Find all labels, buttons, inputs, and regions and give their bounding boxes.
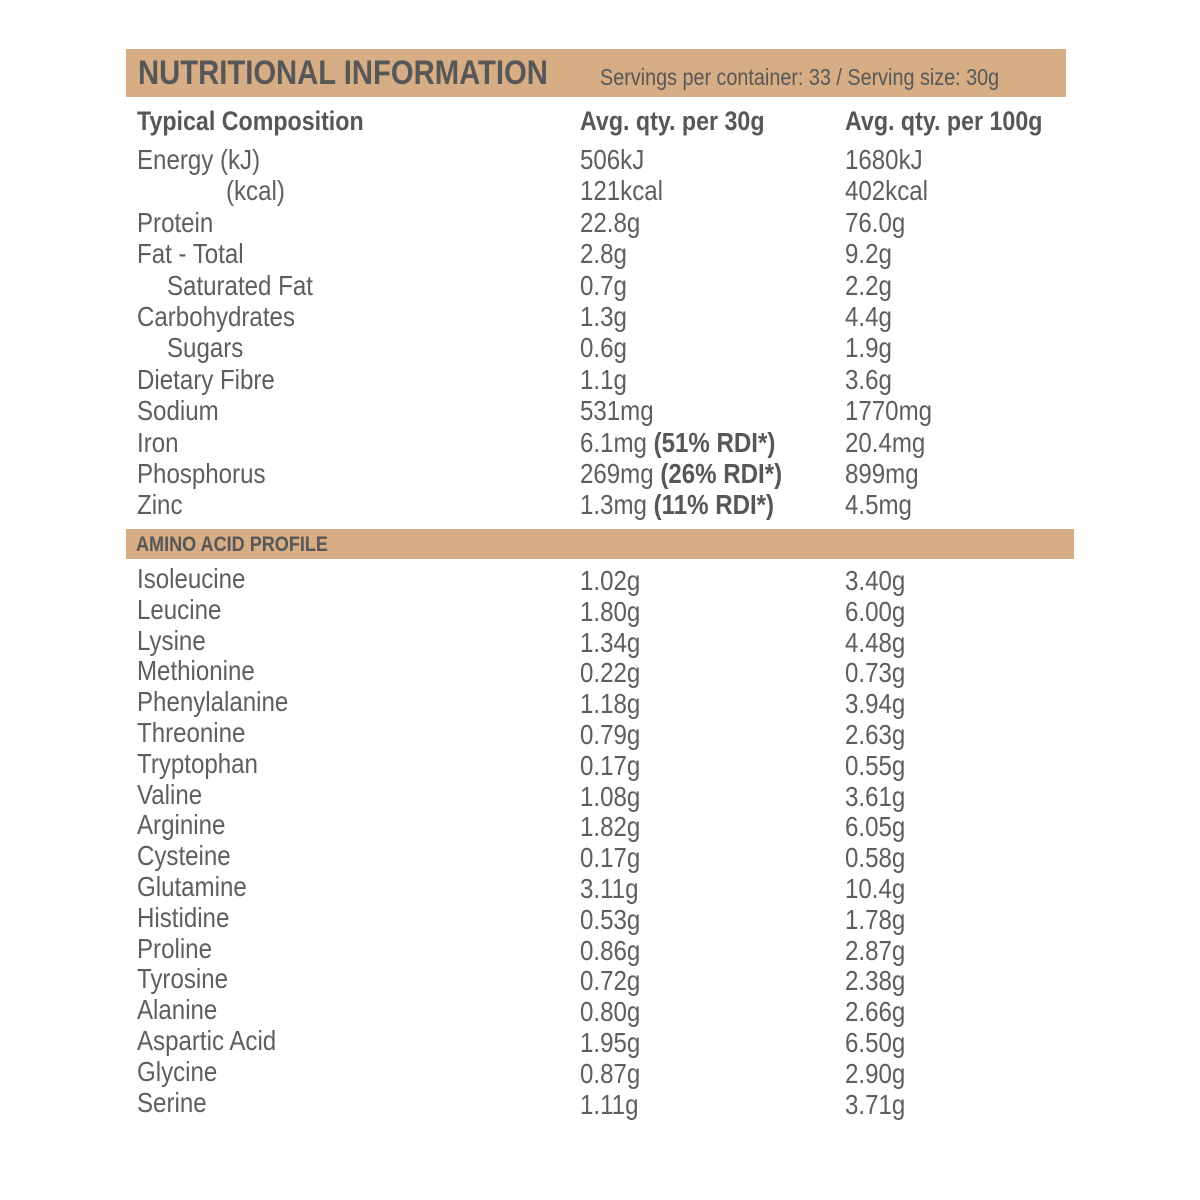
- amino-acid-per-100g: 0.55g: [845, 749, 906, 781]
- nutrient-per-100g: 1770mg: [845, 395, 933, 427]
- nutrient-per-100g: 9.2g: [845, 238, 892, 270]
- amino-acid-name: Glycine: [137, 1055, 218, 1087]
- nutrient-per-serving-cell: [580, 427, 775, 458]
- amino-acid-per-100g: 10.4g: [845, 873, 906, 904]
- nutrient-per-100g: 402kcal: [845, 175, 929, 207]
- amino-acid-per-100g: 1.78g: [845, 903, 906, 935]
- table-row: [0, 458, 1200, 489]
- amino-acid-name: Tyrosine: [137, 963, 229, 995]
- amino-acid-name: Glutamine: [137, 871, 247, 902]
- table-row: [0, 1025, 1200, 1056]
- amino-acid-per-100g: 0.73g: [845, 657, 906, 689]
- column-header-per-100g: Avg. qty. per 100g: [845, 106, 1043, 136]
- table-row: [0, 1056, 1200, 1087]
- amino-acid-name: Phenylalanine: [137, 686, 289, 718]
- table-row: [0, 489, 1200, 520]
- nutrient-name: Carbohydrates: [137, 301, 295, 332]
- table-row: [0, 902, 1200, 933]
- amino-acid-per-serving: 0.86g: [580, 934, 641, 966]
- nutrient-name: Fat - Total: [137, 238, 244, 270]
- amino-acid-name: Valine: [137, 778, 203, 810]
- amino-acid-per-serving: 0.80g: [580, 996, 641, 1028]
- table-row: [0, 963, 1200, 997]
- nutrient-per-100g: 4.5mg: [845, 489, 912, 521]
- amino-acid-per-serving: 0.79g: [580, 719, 641, 750]
- nutrient-per-serving: 0.6g: [580, 332, 627, 364]
- nutrient-per-100g: 76.0g: [845, 206, 906, 238]
- table-row: [0, 207, 1200, 238]
- amino-acid-per-100g: 2.63g: [845, 719, 906, 750]
- amino-acid-per-100g: 2.66g: [845, 996, 906, 1028]
- table-row: [0, 563, 1200, 594]
- nutrient-name: Sugars: [167, 332, 244, 364]
- nutrient-per-serving-cell: [580, 270, 627, 301]
- nutrient-name: Saturated Fat: [167, 269, 313, 301]
- amino-acid-name: Cysteine: [137, 840, 231, 872]
- nutrient-name: (kcal): [226, 175, 285, 207]
- table-row: [0, 1087, 1200, 1118]
- nutrient-per-serving-cell: [580, 395, 654, 426]
- table-row: [0, 871, 1200, 902]
- amino-acid-per-serving: 0.53g: [580, 903, 641, 935]
- nutrient-per-serving-cell: [580, 175, 663, 206]
- nutrient-per-serving-cell: [580, 364, 627, 395]
- column-header-per-serving: Avg. qty. per 30g: [580, 106, 765, 136]
- nutrient-per-serving-cell: [580, 458, 782, 489]
- nutrient-name: Phosphorus: [137, 458, 266, 489]
- table-row: [0, 175, 1200, 206]
- nutrient-per-serving-cell: [580, 238, 627, 269]
- rdi-badge: (26% RDI*): [660, 458, 783, 489]
- amino-acid-per-100g: 3.40g: [845, 565, 906, 596]
- table-row: [0, 594, 1200, 625]
- amino-acid-per-serving: 1.80g: [580, 595, 641, 627]
- table-row: [0, 395, 1200, 426]
- column-header-composition: Typical Composition: [137, 106, 364, 136]
- rdi-badge: (51% RDI*): [653, 426, 776, 458]
- table-row: [0, 364, 1200, 395]
- nutrient-per-serving: 1.1g: [580, 363, 627, 395]
- table-row: [0, 748, 1200, 779]
- amino-acid-name: Lysine: [137, 624, 206, 656]
- table-row: [0, 686, 1200, 720]
- nutrient-per-100g: 2.2g: [845, 269, 892, 301]
- nutrient-name: Protein: [137, 206, 214, 238]
- nutrient-per-serving: 0.7g: [580, 269, 627, 301]
- amino-acid-per-serving: 1.18g: [580, 688, 641, 720]
- amino-acid-per-serving: 1.08g: [580, 780, 641, 812]
- amino-acid-name: Serine: [137, 1086, 207, 1118]
- table-row: [0, 994, 1200, 1028]
- amino-acid-name: Isoleucine: [137, 563, 246, 594]
- amino-acid-per-serving: 0.17g: [580, 749, 641, 781]
- amino-acid-per-serving: 3.11g: [580, 873, 639, 904]
- amino-acid-per-100g: 2.90g: [845, 1057, 906, 1089]
- table-row: [0, 655, 1200, 689]
- amino-acid-heading: AMINO ACID PROFILE: [136, 533, 328, 556]
- nutrient-name: Iron: [137, 426, 179, 458]
- amino-acid-per-serving: 0.72g: [580, 965, 641, 997]
- table-row: [0, 270, 1200, 301]
- title-band: [126, 49, 1066, 97]
- nutrient-per-100g: 1.9g: [845, 332, 892, 364]
- table-row: [0, 144, 1200, 175]
- table-row: [0, 625, 1200, 656]
- nutrient-per-serving-cell: [580, 332, 627, 363]
- nutrient-name: Zinc: [137, 489, 183, 521]
- nutrient-per-100g: 3.6g: [845, 363, 892, 395]
- nutrient-per-serving: 531mg: [580, 395, 654, 427]
- nutrient-per-serving: 1.3mg: [580, 489, 647, 521]
- amino-acid-per-100g: 3.71g: [845, 1088, 906, 1120]
- amino-acid-per-100g: 3.94g: [845, 688, 906, 720]
- nutrient-name: Sodium: [137, 395, 219, 427]
- table-row: [0, 933, 1200, 964]
- nutrient-per-serving: 506kJ: [580, 144, 645, 175]
- amino-acid-name: Proline: [137, 932, 212, 964]
- page-title: NUTRITIONAL INFORMATION: [138, 54, 548, 92]
- amino-acid-per-serving: 0.87g: [580, 1057, 641, 1089]
- amino-acid-per-serving: 1.02g: [580, 565, 641, 596]
- amino-acid-name: Leucine: [137, 593, 222, 625]
- table-row: [0, 840, 1200, 874]
- nutrient-per-100g: 4.4g: [845, 301, 892, 332]
- amino-acid-name: Threonine: [137, 717, 246, 748]
- table-row: [0, 717, 1200, 748]
- amino-acid-per-serving: 0.22g: [580, 657, 641, 689]
- amino-acid-per-serving: 1.11g: [580, 1088, 639, 1120]
- amino-acid-per-serving: 1.95g: [580, 1027, 641, 1058]
- amino-acid-name: Histidine: [137, 901, 230, 933]
- amino-acid-per-serving: 1.82g: [580, 811, 641, 843]
- amino-acid-per-100g: 4.48g: [845, 626, 906, 658]
- amino-acid-band: [126, 529, 1074, 559]
- amino-acid-name: Tryptophan: [137, 747, 258, 779]
- amino-acid-per-100g: 6.50g: [845, 1027, 906, 1058]
- nutrient-per-serving: 269mg: [580, 458, 654, 489]
- table-row: [0, 427, 1200, 458]
- nutrient-per-serving-cell: [580, 301, 627, 332]
- nutrient-per-serving-cell: [580, 489, 774, 520]
- nutrient-per-serving-cell: [580, 207, 640, 238]
- amino-acid-name: Methionine: [137, 655, 255, 687]
- nutrient-name: Energy (kJ): [137, 144, 261, 175]
- nutrient-per-100g: 899mg: [845, 458, 919, 489]
- amino-acid-name: Alanine: [137, 994, 218, 1026]
- table-row: [0, 779, 1200, 810]
- nutrient-per-serving: 6.1mg: [580, 426, 647, 458]
- nutrient-per-serving: 121kcal: [580, 175, 664, 207]
- nutrient-per-100g: 20.4mg: [845, 426, 926, 458]
- nutrient-per-serving-cell: [580, 144, 644, 175]
- amino-acid-per-100g: 0.58g: [845, 842, 906, 874]
- amino-acid-per-100g: 3.61g: [845, 780, 906, 812]
- nutrient-name: Dietary Fibre: [137, 363, 275, 395]
- amino-acid-name: Arginine: [137, 809, 226, 841]
- nutrient-per-serving: 2.8g: [580, 238, 627, 270]
- table-row: [0, 238, 1200, 269]
- amino-acid-per-100g: 6.05g: [845, 811, 906, 843]
- nutrient-per-100g: 1680kJ: [845, 144, 923, 175]
- amino-acid-per-100g: 2.87g: [845, 934, 906, 966]
- nutrient-per-serving: 1.3g: [580, 301, 627, 332]
- amino-acid-per-serving: 1.34g: [580, 626, 641, 658]
- serving-info: Servings per container: 33 / Serving size: 30g: [600, 64, 1000, 90]
- rdi-badge: (11% RDI*): [653, 489, 775, 521]
- amino-acid-per-100g: 2.38g: [845, 965, 906, 997]
- nutrient-per-serving: 22.8g: [580, 206, 641, 238]
- amino-acid-name: Aspartic Acid: [137, 1025, 277, 1056]
- amino-acid-per-serving: 0.17g: [580, 842, 641, 874]
- amino-acid-per-100g: 6.00g: [845, 595, 906, 627]
- table-row: [0, 809, 1200, 843]
- table-row: [0, 301, 1200, 332]
- table-row: [0, 332, 1200, 363]
